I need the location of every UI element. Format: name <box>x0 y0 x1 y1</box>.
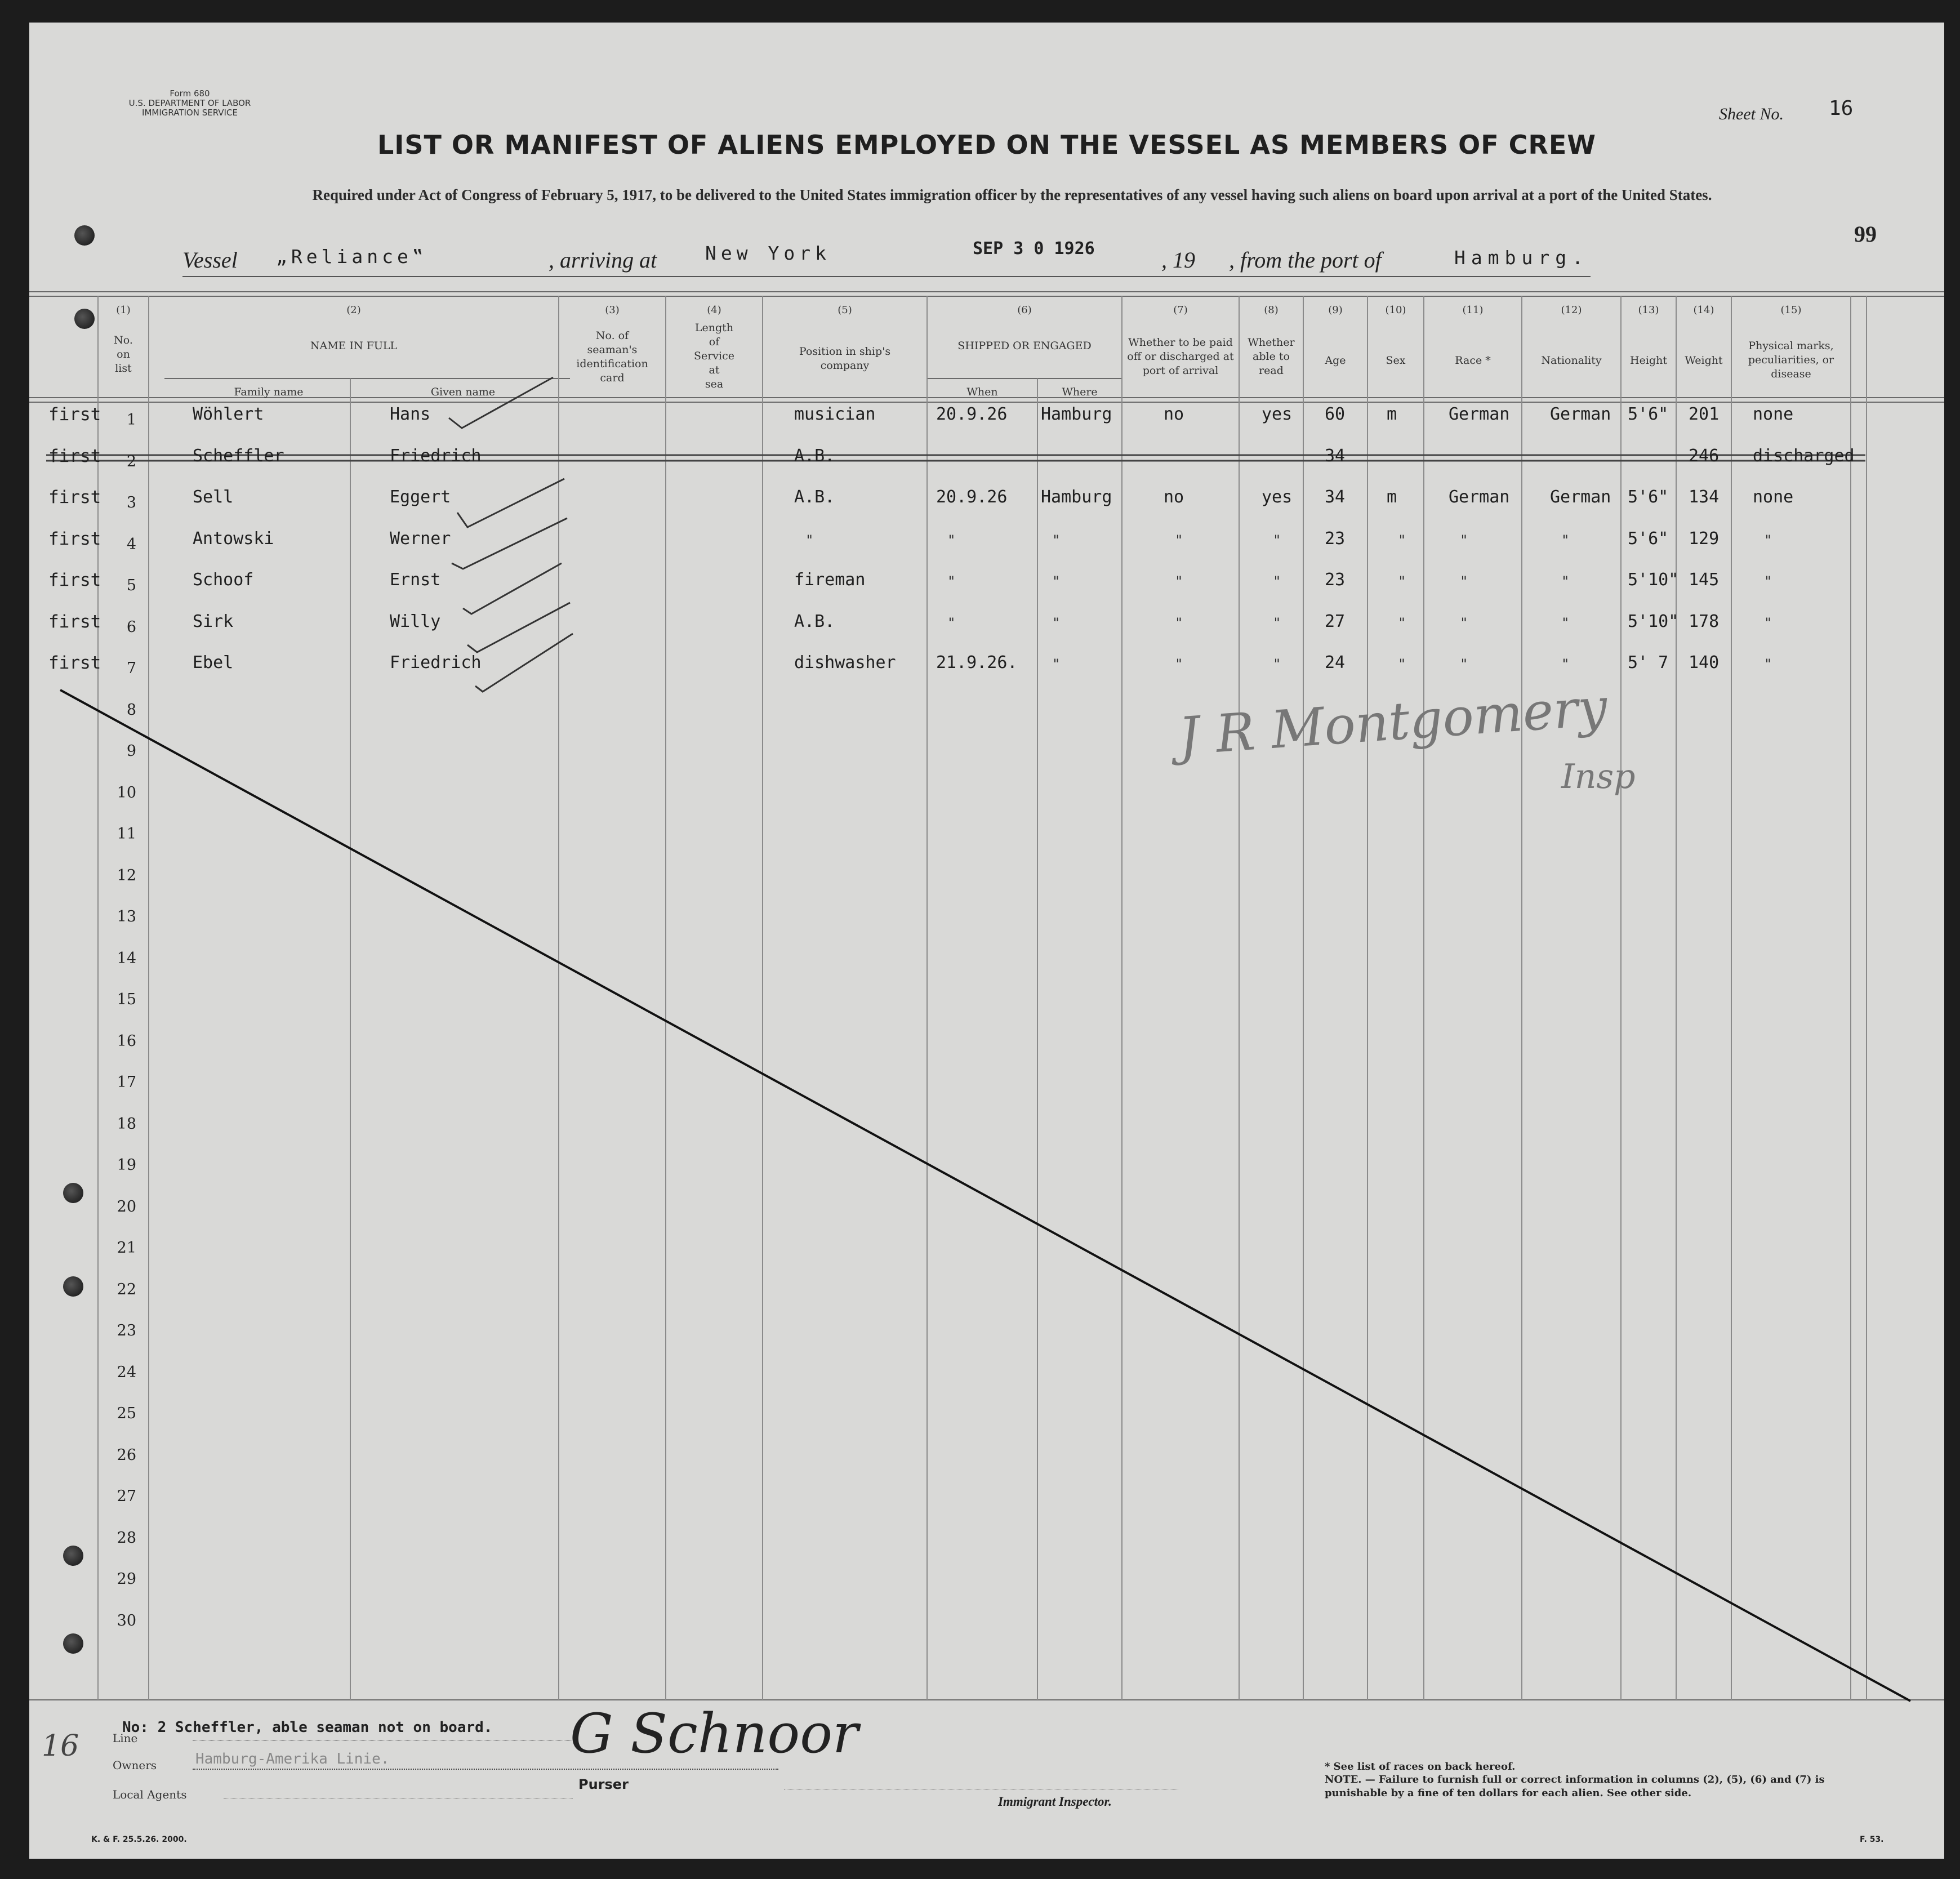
row-number: 10 <box>117 783 136 802</box>
header-no-on-list: No. on list <box>114 334 133 375</box>
line-label: Line <box>113 1731 138 1745</box>
age-cell: 27 <box>1325 611 1346 631</box>
sex-cell: " <box>1398 615 1406 631</box>
owners-value: Hamburg-Amerika Linie. <box>195 1751 390 1767</box>
nationality-cell: " <box>1561 615 1570 631</box>
paid-cell: no <box>1164 487 1184 507</box>
header-able-read: Whether able to read <box>1248 336 1295 377</box>
owners-label: Owners <box>113 1758 157 1772</box>
header-given-name: Given name <box>430 386 496 398</box>
service: IMMIGRATION SERVICE <box>142 108 238 118</box>
page-number: 99 <box>1854 221 1877 247</box>
sheet-label: Sheet No. <box>1719 105 1784 123</box>
from-label: , from the port of <box>1229 247 1382 273</box>
family-name-cell: Sirk <box>193 611 234 631</box>
where-cell: " <box>1052 656 1061 672</box>
race-cell: " <box>1460 532 1468 548</box>
purser-signature: G Schnoor <box>570 1702 858 1765</box>
row-number: 22 <box>117 1280 136 1298</box>
row-number: 18 <box>117 1115 136 1133</box>
row-number: 1 <box>126 411 136 429</box>
weight-cell: 134 <box>1689 487 1720 507</box>
header-where: Where <box>1062 386 1098 398</box>
page-subtitle: Required under Act of Congress of February 5, 1917, to be delivered to the United States immigration officer by the representatives of any vessel having such aliens on board upon arrival at a port of the United States. <box>312 186 1712 203</box>
row-class: first <box>48 487 101 507</box>
position-cell: " <box>805 532 814 548</box>
row-number: 19 <box>117 1156 136 1174</box>
form-number: Form 680 <box>170 88 210 99</box>
row-number: 14 <box>117 949 136 967</box>
punch-hole <box>63 1546 83 1566</box>
row-number: 3 <box>126 494 136 511</box>
paid-cell: " <box>1175 615 1183 631</box>
family-name-cell: Wöhlert <box>193 404 264 424</box>
given-name-cell: Ernst <box>390 570 441 590</box>
race-cell: " <box>1460 573 1468 589</box>
nationality-cell: German <box>1550 487 1611 507</box>
position-cell: A.B. <box>794 487 835 507</box>
where-cell: " <box>1052 532 1061 548</box>
when-cell: 20.9.26 <box>936 404 1008 424</box>
header-position: Position in ship's company <box>799 345 891 372</box>
header-name-in-full: NAME IN FULL <box>310 340 398 352</box>
colnum-14: (14) <box>1693 304 1714 316</box>
age-cell: 60 <box>1325 404 1346 424</box>
height-cell: 5' 7 <box>1628 653 1669 673</box>
weight-cell: 246 <box>1689 446 1720 466</box>
weight-cell: 145 <box>1689 570 1720 590</box>
given-name-cell: Willy <box>390 611 441 631</box>
row-class: first <box>48 528 101 549</box>
year-label: , 19 <box>1161 247 1195 273</box>
when-cell: " <box>947 532 956 548</box>
given-name-cell: Eggert <box>390 487 451 507</box>
department: U.S. DEPARTMENT OF LABOR <box>128 98 251 108</box>
paid-cell: " <box>1175 656 1183 672</box>
sex-cell: " <box>1398 573 1406 589</box>
when-cell: " <box>947 615 956 631</box>
colnum-2: (2) <box>346 304 361 316</box>
when-cell: " <box>947 573 956 589</box>
weight-cell: 201 <box>1689 404 1720 424</box>
physical-cell: discharged <box>1753 446 1855 466</box>
read-cell: " <box>1273 573 1281 589</box>
read-cell: " <box>1273 532 1281 548</box>
nationality-cell: " <box>1561 532 1570 548</box>
height-cell: 5'6" <box>1628 404 1669 424</box>
row-number: 2 <box>126 452 136 470</box>
sex-cell: m <box>1387 487 1397 507</box>
sheet-number: 16 <box>1829 97 1854 120</box>
read-cell: yes <box>1262 404 1293 424</box>
header-weight: Weight <box>1685 354 1723 367</box>
weight-cell: 178 <box>1689 611 1720 631</box>
family-name-cell: Sell <box>193 487 234 507</box>
read-cell: yes <box>1262 487 1293 507</box>
row-number: 9 <box>126 742 136 760</box>
row-class: first <box>48 611 101 632</box>
punch-hole <box>63 1276 83 1297</box>
arriving-label: , arriving at <box>549 247 657 273</box>
row-number: 24 <box>117 1363 136 1381</box>
cancel-diagonal <box>60 690 1910 1701</box>
family-name-cell: Scheffler <box>193 446 284 466</box>
row-number: 4 <box>126 535 136 553</box>
colnum-11: (11) <box>1462 304 1484 316</box>
punch-hole <box>63 1183 83 1203</box>
sex-cell: " <box>1398 656 1406 672</box>
physical-cell: " <box>1764 532 1772 548</box>
colnum-1: (1) <box>116 304 131 316</box>
line-underline <box>193 1740 576 1741</box>
where-cell: Hamburg <box>1041 487 1112 507</box>
colnum-8: (8) <box>1264 304 1279 316</box>
row-number: 5 <box>126 577 136 594</box>
nationality-cell: " <box>1561 656 1570 672</box>
colnum-3: (3) <box>605 304 620 316</box>
header-nationality: Nationality <box>1541 354 1602 367</box>
read-cell: " <box>1273 615 1281 631</box>
position-cell: A.B. <box>794 611 835 631</box>
height-cell: 5'6" <box>1628 487 1669 507</box>
colnum-6: (6) <box>1017 304 1032 316</box>
row-number: 23 <box>117 1322 136 1339</box>
row-class: first <box>48 570 101 590</box>
header-sex: Sex <box>1386 354 1406 367</box>
row-number: 11 <box>117 825 136 843</box>
row-number: 16 <box>117 1032 136 1050</box>
given-name-cell: Werner <box>390 528 451 549</box>
age-cell: 24 <box>1325 653 1346 673</box>
inspector-title: Insp <box>1561 757 1636 796</box>
physical-cell: none <box>1753 487 1794 507</box>
header-height: Height <box>1630 354 1667 367</box>
manifest-sheet <box>29 23 1944 1859</box>
sex-cell: " <box>1398 532 1406 548</box>
from-port: Hamburg. <box>1454 247 1589 269</box>
height-cell: 5'6" <box>1628 528 1669 549</box>
position-cell: A.B. <box>794 446 835 466</box>
vessel-name: „Reliance‟ <box>276 246 427 268</box>
row-number: 25 <box>117 1405 136 1422</box>
row-number: 26 <box>117 1446 136 1464</box>
footer-note-no: No: 2 Scheffler, able seaman not on board. <box>122 1719 493 1736</box>
family-name-cell: Schoof <box>193 570 254 590</box>
row-number: 28 <box>117 1529 136 1547</box>
row-number: 13 <box>117 908 136 925</box>
row-number: 21 <box>117 1239 136 1257</box>
row-class: first <box>48 653 101 673</box>
inspector-signature: J R Montgomery <box>1177 676 1610 767</box>
age-cell: 34 <box>1325 487 1346 507</box>
physical-cell: " <box>1764 656 1772 672</box>
family-name-cell: Antowski <box>193 528 274 549</box>
row-number: 15 <box>117 991 136 1008</box>
physical-cell: " <box>1764 573 1772 589</box>
paid-cell: " <box>1175 532 1183 548</box>
where-cell: Hamburg <box>1041 404 1112 424</box>
row-number: 20 <box>117 1197 136 1215</box>
where-cell: " <box>1052 615 1061 631</box>
height-cell: 5'10" <box>1628 570 1679 590</box>
header-race: Race * <box>1455 354 1491 367</box>
race-cell: " <box>1460 615 1468 631</box>
given-name-cell: Friedrich <box>390 446 482 466</box>
age-cell: 34 <box>1325 446 1346 466</box>
row-number: 12 <box>117 866 136 884</box>
position-cell: musician <box>794 404 876 424</box>
arriving-port: New York <box>705 242 831 264</box>
family-name-cell: Ebel <box>193 653 234 673</box>
row-number: 27 <box>117 1488 136 1505</box>
colnum-13: (13) <box>1638 304 1659 316</box>
header-physical: Physical marks, peculiarities, or disease <box>1748 340 1834 380</box>
age-cell: 23 <box>1325 528 1346 549</box>
colnum-5: (5) <box>838 304 852 316</box>
colnum-7: (7) <box>1173 304 1188 316</box>
race-cell: " <box>1460 656 1468 672</box>
header-family-name: Family name <box>234 386 304 398</box>
paid-cell: no <box>1164 404 1184 424</box>
header-age: Age <box>1325 354 1346 367</box>
physical-cell: " <box>1764 615 1772 631</box>
colnum-10: (10) <box>1385 304 1406 316</box>
weight-cell: 140 <box>1689 653 1720 673</box>
paid-cell: " <box>1175 573 1183 589</box>
row-class: first <box>48 404 101 425</box>
purser-label: Purser <box>578 1776 629 1792</box>
colnum-12: (12) <box>1561 304 1582 316</box>
race-cell: German <box>1449 487 1510 507</box>
punch-hole <box>74 225 95 246</box>
header-paid-off: Whether to be paid off or discharged at port of arrival <box>1127 336 1234 377</box>
form-code: F. 53. <box>1860 1835 1884 1844</box>
given-name-cell: Friedrich <box>390 653 482 673</box>
colnum-9: (9) <box>1328 304 1343 316</box>
vessel-label: Vessel <box>182 247 238 273</box>
inspector-label: Immigrant Inspector. <box>998 1795 1112 1809</box>
row-number: 6 <box>126 618 136 636</box>
grid-lines <box>29 23 1944 1859</box>
read-cell: " <box>1273 656 1281 672</box>
sex-cell: m <box>1387 404 1397 424</box>
age-cell: 23 <box>1325 570 1346 590</box>
race-note: * See list of races on back hereof. <box>1325 1761 1516 1773</box>
where-cell: " <box>1052 573 1061 589</box>
nationality-cell: " <box>1561 573 1570 589</box>
punch-hole <box>74 309 95 329</box>
printer-code: K. & F. 25.5.26. 2000. <box>91 1835 187 1844</box>
punch-hole <box>63 1633 83 1654</box>
row-number: 8 <box>126 701 136 719</box>
given-name-cell: Hans <box>390 404 431 424</box>
colnum-15: (15) <box>1780 304 1802 316</box>
header-when: When <box>966 386 998 398</box>
row-number: 7 <box>126 660 136 677</box>
nationality-cell: German <box>1550 404 1611 424</box>
margin-number: 16 <box>42 1729 79 1763</box>
row-class: first <box>48 446 101 466</box>
row-number: 17 <box>117 1074 136 1091</box>
row-number: 29 <box>117 1570 136 1588</box>
position-cell: fireman <box>794 570 866 590</box>
position-cell: dishwasher <box>794 653 896 673</box>
colnum-4: (4) <box>707 304 721 316</box>
when-cell: 20.9.26 <box>936 487 1008 507</box>
when-cell: 21.9.26. <box>936 653 1018 673</box>
race-cell: German <box>1449 404 1510 424</box>
header-shipped: SHIPPED OR ENGAGED <box>957 340 1092 352</box>
row-number: 30 <box>117 1611 136 1629</box>
page-title: LIST OR MANIFEST OF ALIENS EMPLOYED ON THE VESSEL AS MEMBERS OF CREW <box>377 130 1596 160</box>
fine-note: NOTE. — Failure to furnish full or correct information in columns (2), (5), (6) and (7) is punishable by a fine of ten dollars for each alien. See other side. <box>1325 1774 1825 1799</box>
height-cell: 5'10" <box>1628 611 1679 631</box>
header-length-service: Length of Service at sea <box>693 322 735 390</box>
date-stamp: SEP 3 0 1926 <box>973 239 1095 259</box>
weight-cell: 129 <box>1689 528 1720 549</box>
agents-label: Local Agents <box>113 1788 187 1801</box>
owners-underline <box>193 1769 778 1770</box>
header-id-card: No. of seaman's identification card <box>576 330 648 384</box>
physical-cell: none <box>1753 404 1794 424</box>
